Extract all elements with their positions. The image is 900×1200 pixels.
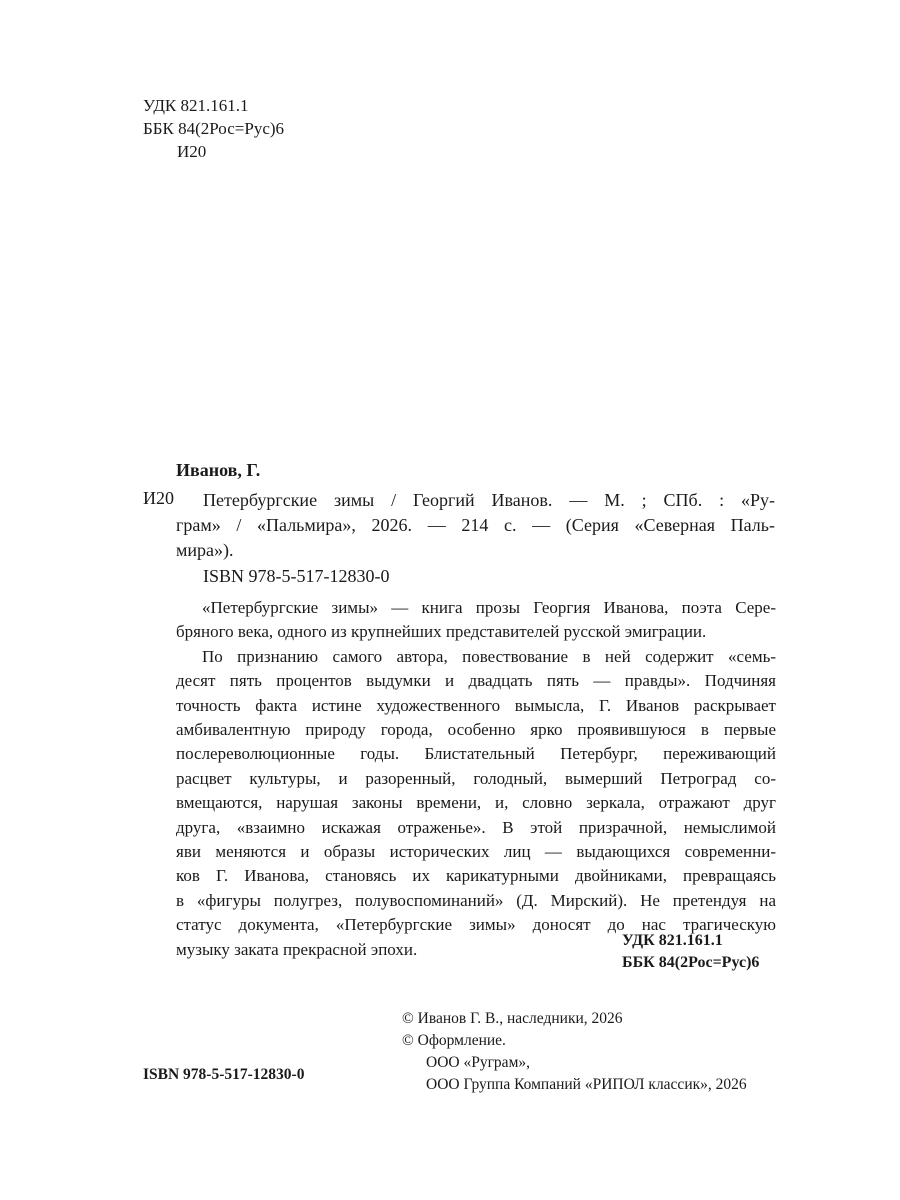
udk-code: УДК 821.161.1 [143,96,249,115]
copyright-block [402,1008,747,1096]
annotation-line: яви меняются и образы исторических лиц — выдающихся современни- [176,842,776,862]
bbk-code: ББК 84(2Рос=Рус)6 [143,119,285,138]
annotation-line: ков Г. Иванова, становясь их карикатурными двойниками, превращаясь [176,866,776,886]
annotation [176,596,776,962]
annotation-line: бряного века, одного из крупнейших представителей русской эмиграции. [176,622,707,642]
annotation-line: точность факта истине художественного вымысла, Г. Иванов раскрывает [176,695,776,715]
annotation-line: вмещаются, нарушая законы времени, и, словно зеркала, отражают друг [176,793,776,813]
copyright-line: © Оформление. [402,1032,506,1049]
right-classification-codes [622,930,759,974]
annotation-line: статус документа, «Петербургские зимы» доносят до нас трагическую [176,915,776,935]
annotation-line: друга, «взаимно искажая отраженье». В этой призрачной, немыслимой [176,817,776,837]
catalog-author: Иванов, Г. [176,460,261,480]
copyright-line: © Иванов Г. В., наследники, 2026 [402,1010,623,1027]
copyright-line: ООО Группа Компаний «РИПОЛ классик», 2026 [426,1076,747,1093]
bibliographic-description [176,488,775,563]
annotation-line: «Петербургские зимы» — книга прозы Георгия Иванова, поэта Сере- [202,598,776,617]
catalog-isbn: ISBN 978-5-517-12830-0 [203,566,390,586]
copyright-line: ООО «Руграм», [426,1054,530,1071]
udk-code: УДК 821.161.1 [622,932,723,949]
top-classification-codes [143,94,284,163]
annotation-line: По признанию самого автора, повествование в ней содержит «семь- [202,646,776,666]
catalog-author-sign: И20 [143,488,174,508]
annotation-paragraph [176,596,776,645]
annotation-paragraph [176,645,776,962]
annotation-line: расцвет культуры, и разоренный, голодный, вымерший Петроград со- [176,768,776,788]
annotation-line: музыку заката прекрасной эпохи. [176,939,418,959]
annotation-line: послереволюционные годы. Блистательный Петербург, переживающий [176,744,776,764]
bbk-code: ББК 84(2Рос=Рус)6 [622,954,760,971]
bib-line: Петербургские зимы / Георгий Иванов. — М. ; СПб. : «Ру- [203,490,775,510]
bib-line: грам» / «Пальмира», 2026. — 214 с. — (Серия «Северная Паль- [176,515,775,535]
author-sign: И20 [177,142,207,161]
bib-line: мира»). [176,540,234,560]
bottom-isbn: ISBN 978-5-517-12830-0 [143,1066,305,1083]
annotation-line: десят пять процентов выдумки и двадцать пять — правды». Подчиняя [176,671,776,691]
annotation-line: в «фигуры полугрез, полувоспоминаний» (Д. Мирский). Не претендуя на [176,890,776,910]
annotation-line: амбивалентную природу города, особенно ярко проявившуюся в первые [176,720,776,740]
